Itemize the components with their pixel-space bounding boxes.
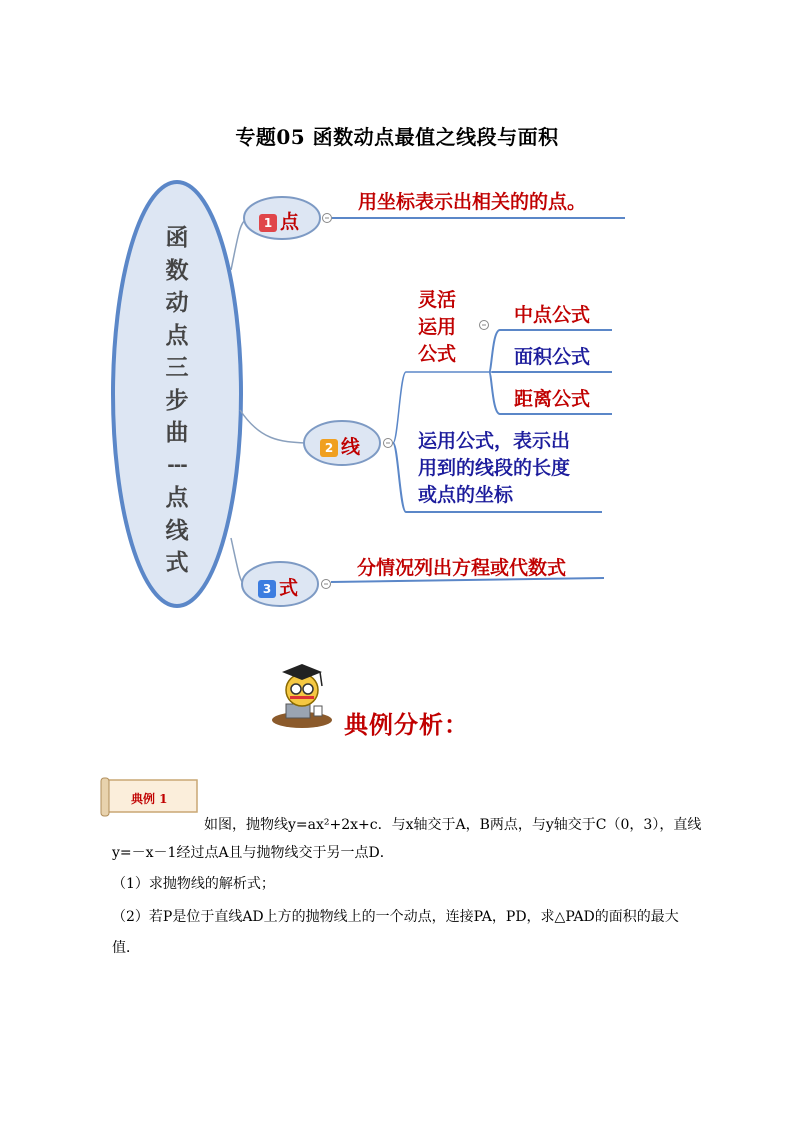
node-1-label: 1 点 (259, 207, 299, 234)
center-char: 式 (165, 550, 189, 576)
center-char: 曲 (165, 420, 189, 446)
node-3-label: 3 式 (258, 573, 298, 600)
node-3-topic: 分情况列出方程或代数式 (357, 557, 567, 579)
center-char: 线 (165, 517, 189, 544)
center-char: 三 (165, 355, 189, 381)
scholar-cartoon-icon (268, 660, 338, 732)
center-char: 点 (165, 485, 189, 511)
formula-area: 面积公式 (514, 346, 591, 368)
node-1-topic: 用坐标表示出相关的的点。 (358, 191, 587, 213)
question-1: （1）求抛物线的解析式； (112, 876, 275, 892)
center-char: 数 (165, 257, 189, 284)
example-tag-label: 典例 1 (131, 792, 168, 806)
example-intro-line2: y=－x－1经过点A且与抛物线交于另一点D． (112, 845, 394, 861)
node-2-label: 2 线 (320, 432, 360, 459)
formula-distance: 距离公式 (514, 388, 591, 410)
example-intro-line1: 如图，抛物线y=ax²+2x+c．与x轴交于A，B两点，与y轴交于C（0，3），直线 (204, 817, 702, 833)
center-char: --- (167, 454, 187, 476)
badge-1: 1 (259, 214, 277, 232)
badge-2: 2 (320, 439, 338, 457)
badge-3: 3 (258, 580, 276, 598)
center-char: 动 (165, 290, 189, 316)
center-char: 函 (165, 225, 189, 251)
center-vertical-title (160, 222, 194, 580)
question-2-line2: 值． (112, 940, 140, 956)
node-2-group-label: 灵活 运用 公式 (418, 289, 457, 365)
formula-midpoint: 中点公式 (514, 304, 591, 326)
node-2-topic: 运用公式，表示出 用到的线段的长度 或点的坐标 (418, 430, 571, 506)
center-char: 步 (165, 387, 189, 414)
center-char: 点 (165, 322, 189, 349)
question-2-line1: （2）若P是位于直线AD上方的抛物线上的一个动点，连接PA，PD，求△PAD的面积的最大 (112, 909, 679, 925)
example-analysis-heading: 典例分析： (344, 711, 469, 739)
page-title: 专题05 函数动点最值之线段与面积 (235, 125, 559, 149)
